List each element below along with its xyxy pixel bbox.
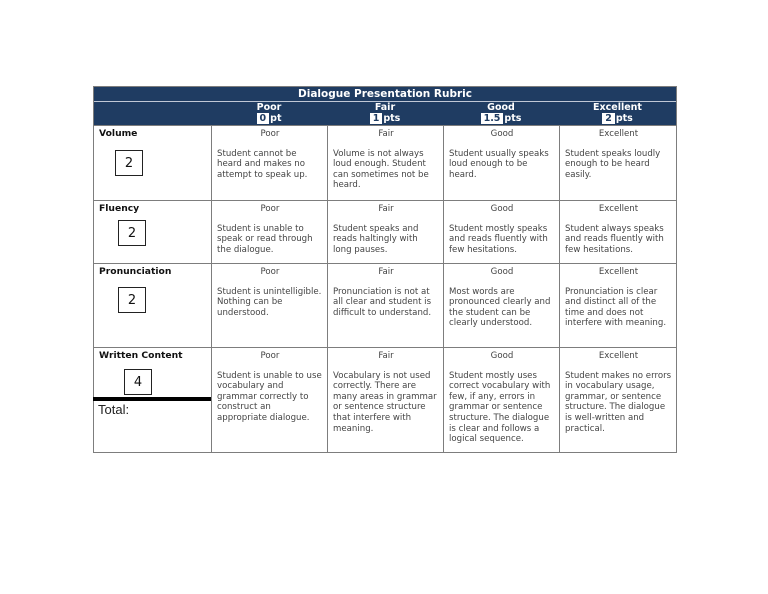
descriptor-text: Student is unable to speak or read through the dialogue.: [217, 223, 313, 255]
descriptor-cell: [327, 201, 443, 263]
level-points: [443, 113, 559, 124]
descriptor-text: Volume is not always loud enough. Student can sometimes not be heard.: [333, 148, 429, 191]
descriptor-text: Student is unable to use vocabulary and grammar correctly to construct an appropriate dialogue.: [217, 370, 322, 423]
rating-label: Good: [490, 351, 514, 361]
descriptor-cell: [443, 126, 559, 200]
rating-label: Good: [490, 129, 514, 139]
header-level-poor: [211, 102, 327, 125]
descriptor-text: Most words are pronounced clearly and the student can be clearly understood.: [449, 286, 551, 329]
rubric-title: Dialogue Presentation Rubric: [94, 87, 676, 102]
rating-label: Poor: [260, 204, 280, 214]
points-unit: pt: [270, 113, 282, 124]
rating-label: Excellent: [598, 129, 639, 139]
descriptor-text: Student speaks loudly enough to be heard easily.: [565, 148, 661, 180]
criterion-cell: [94, 126, 211, 200]
rating-label: Excellent: [598, 204, 639, 214]
descriptor-cell: [559, 126, 676, 200]
rating-label: Poor: [260, 267, 280, 277]
score-box: 4: [124, 369, 152, 395]
level-name: Poor: [256, 102, 282, 113]
score-box: 2: [115, 150, 143, 176]
level-name: Fair: [374, 102, 396, 113]
criterion-label: Written Content: [99, 350, 183, 361]
header-row: [94, 102, 676, 125]
rating-label: Excellent: [598, 351, 639, 361]
descriptor-cell: [211, 348, 327, 453]
rating-label: Fair: [378, 204, 394, 214]
criterion-cell: [94, 264, 211, 347]
descriptor-text: Student cannot be heard and makes no attempt to speak up.: [217, 148, 308, 180]
descriptor-cell: [211, 126, 327, 200]
rating-label: Good: [490, 267, 514, 277]
criterion-cell: [94, 201, 211, 263]
descriptor-text: Student mostly speaks and reads fluently with few hesitations.: [449, 223, 548, 255]
header-level-fair: [327, 102, 443, 125]
table-row: [94, 125, 676, 200]
rating-label: Fair: [378, 129, 394, 139]
level-name: Good: [487, 102, 515, 113]
criterion-label: Pronunciation: [99, 266, 172, 277]
points-value: 0: [257, 113, 270, 124]
rating-label: Poor: [260, 351, 280, 361]
table-row: [94, 263, 676, 347]
descriptor-cell: [559, 348, 676, 453]
points-unit: pts: [383, 113, 401, 124]
descriptor-cell: [211, 264, 327, 347]
rating-label: Fair: [378, 351, 394, 361]
descriptor-text: Pronunciation is not at all clear and student is difficult to understand.: [333, 286, 432, 318]
descriptor-text: Student mostly uses correct vocabulary with few, if any, errors in grammar or sentence structure. The dialogue is clear and follows a logical sequence.: [449, 370, 551, 445]
descriptor-cell: [559, 201, 676, 263]
descriptor-text: Student makes no errors in vocabulary usage, grammar, or sentence structure. The dialogue is well-written and practical.: [565, 370, 672, 434]
rating-label: Fair: [378, 267, 394, 277]
rating-label: Excellent: [598, 267, 639, 277]
points-value: 1.5: [481, 113, 504, 124]
descriptor-cell: [443, 264, 559, 347]
total-divider-line: [93, 397, 211, 401]
header-level-excellent: [559, 102, 676, 125]
descriptor-cell: [327, 126, 443, 200]
rating-label: Poor: [260, 129, 280, 139]
criterion-label: Volume: [99, 128, 138, 139]
descriptor-text: Student speaks and reads haltingly with long pauses.: [333, 223, 419, 255]
level-name: Excellent: [593, 102, 642, 113]
descriptor-cell: [443, 201, 559, 263]
descriptor-cell: [327, 348, 443, 453]
descriptor-cell: [327, 264, 443, 347]
descriptor-text: Vocabulary is not used correctly. There are many areas in grammar or sentence structure that interfere with meaning.: [333, 370, 437, 434]
rating-label: Good: [490, 204, 514, 214]
criterion-label: Fluency: [99, 203, 140, 214]
level-points: [211, 113, 327, 124]
score-box: 2: [118, 287, 146, 313]
header-criteria-blank: [94, 102, 211, 125]
table-row: [94, 200, 676, 263]
descriptor-cell: [559, 264, 676, 347]
descriptor-text: Student always speaks and reads fluently with few hesitations.: [565, 223, 664, 255]
score-box: 2: [118, 220, 146, 246]
total-label: Total:: [98, 402, 130, 417]
descriptor-cell: [211, 201, 327, 263]
descriptor-text: Student usually speaks loud enough to be heard.: [449, 148, 549, 180]
level-points: [559, 113, 676, 124]
descriptor-text: Pronunciation is clear and distinct all of the time and does not interfere with meaning.: [565, 286, 667, 329]
descriptor-text: Student is unintelligible. Nothing can be understood.: [217, 286, 322, 318]
points-unit: pts: [615, 113, 633, 124]
points-unit: pts: [504, 113, 522, 124]
points-value: 2: [602, 113, 615, 124]
level-points: [327, 113, 443, 124]
descriptor-cell: [443, 348, 559, 453]
header-level-good: [443, 102, 559, 125]
points-value: 1: [370, 113, 383, 124]
